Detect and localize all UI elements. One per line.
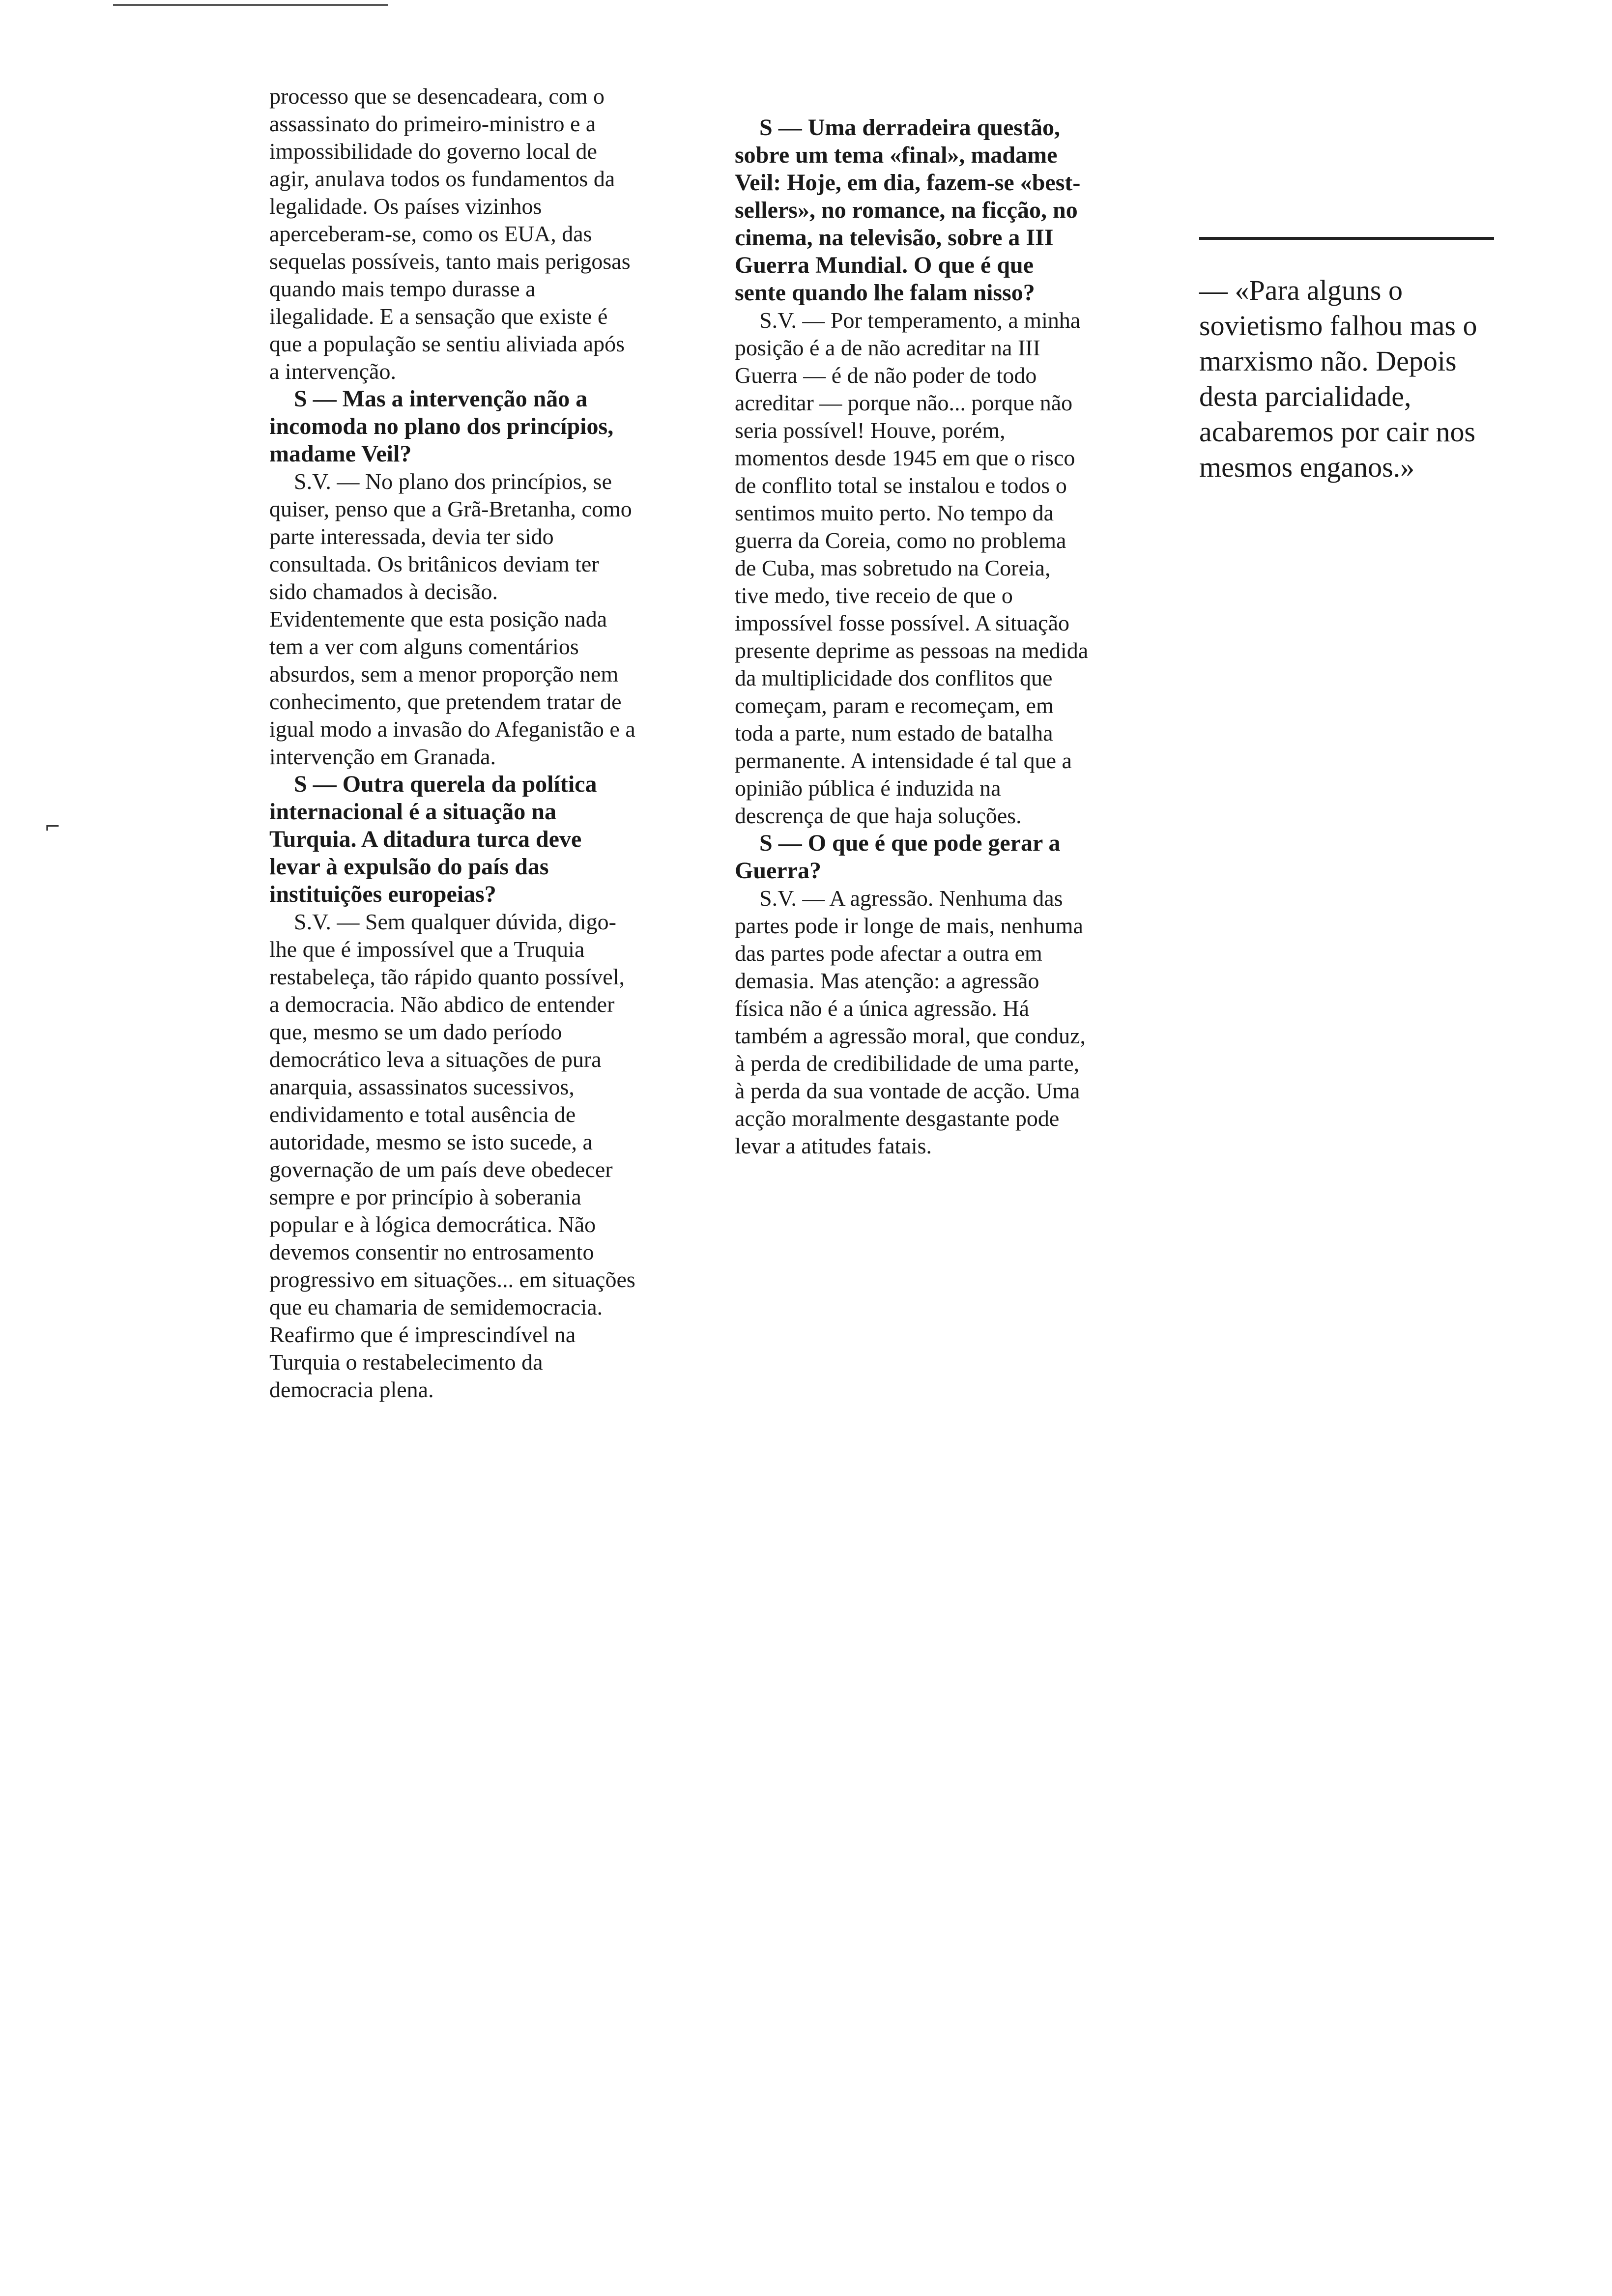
question-turkey: S — Outra querela da política internacional é a situação na Turquia. A ditadura turca deve levar à expulsão do país das instituições europeias? — [269, 771, 597, 907]
question-war-cause: S — O que é que pode gerar a Guerra? — [735, 830, 1061, 884]
pullquote-rule — [1199, 237, 1494, 240]
top-rule — [113, 4, 388, 6]
scan-mark: ⌐ — [44, 816, 61, 838]
question-intervention: S — Mas a intervenção não a incomoda no plano dos princípios, madame Veil? — [269, 386, 614, 467]
article-column-middle — [735, 114, 1089, 1160]
question-third-war: S — Uma derradeira questão, sobre um tema «final», madame Veil: Hoje, em dia, fazem-se «best-sellers», no romance, na ficção, no cinema, na televisão, sobre a III Guerra Mundial. O que é que sente quando lhe falam nisso? — [735, 115, 1081, 306]
answer-war-cause: S.V. — A agressão. Nenhuma das partes pode ir longe de mais, nenhuma das partes pode afectar a outra em demasia. Mas atenção: a agressão física não é a única agressão. Há também a agressão moral, que conduz, à perda de credibilidade de uma parte, à perda da sua vontade de acção. Uma acção moralmente desgastante pode levar a atitudes fatais. — [735, 886, 1086, 1158]
article-column-left — [269, 83, 635, 1404]
paragraph-intro: processo que se desencadeara, com o assassinato do primeiro-ministro e a impossibilidade do governo local de agir, anulava todos os fundamentos da legalidade. Os países vizinhos aperceberam-se, como os EUA, das sequelas possíveis, tanto mais perigosas quando mais tempo durasse a ilegalidade. E a sensação que existe é que a população se sentiu aliviada após a intervenção. — [269, 84, 631, 384]
answer-third-war: S.V. — Por temperamento, a minha posição é a de não acreditar na III Guerra — é de não poder de todo acreditar — porque não... porque não seria possível! Houve, porém, momentos desde 1945 em que o risco de conflito total se instalou e todos o sentimos muito perto. No tempo da guerra da Coreia, como no problema de Cuba, mas sobretudo na Coreia, tive medo, tive receio de que o impossível fosse possível. A situação presente deprime as pessoas na medida da multiplicidade dos conflitos que começam, param e recomeçam, em toda a parte, num estado de batalha permanente. A intensidade é tal que a opinião pública é induzida na descrença de que haja soluções. — [735, 308, 1089, 828]
answer-intervention: S.V. — No plano dos princípios, se quiser, penso que a Grã-Bretanha, como parte interessada, devia ter sido consultada. Os britânicos deviam ter sido chamados à decisão. Evidentemente que esta posição nada tem a ver com alguns comentários absurdos, sem a menor proporção nem conhecimento, que pretendem tratar de igual modo a invasão do Afeganistão e a intervenção em Granada. — [269, 469, 635, 769]
answer-turkey: S.V. — Sem qualquer dúvida, digo-lhe que é impossível que a Truquia restabeleça, tão rápido quanto possível, a democracia. Não abdico de entender que, mesmo se um dado período democrático leva a situações de pura anarquia, assassinatos sucessivos, endividamento e total ausência de autoridade, mesmo se isto sucede, a governação de um país deve obedecer sempre e por princípio à soberania popular e à lógica democrática. Não devemos consentir no entrosamento progressivo em situações... em situações que eu chamaria de semidemocracia. Reafirmo que é imprescindível na Turquia o restabelecimento da democracia plena. — [269, 909, 635, 1402]
pullquote: — «Para alguns o sovietismo falhou mas o marxismo não. Depois desta parcialidade, acabaremos por cair nos mesmos enganos.» — [1199, 274, 1477, 483]
